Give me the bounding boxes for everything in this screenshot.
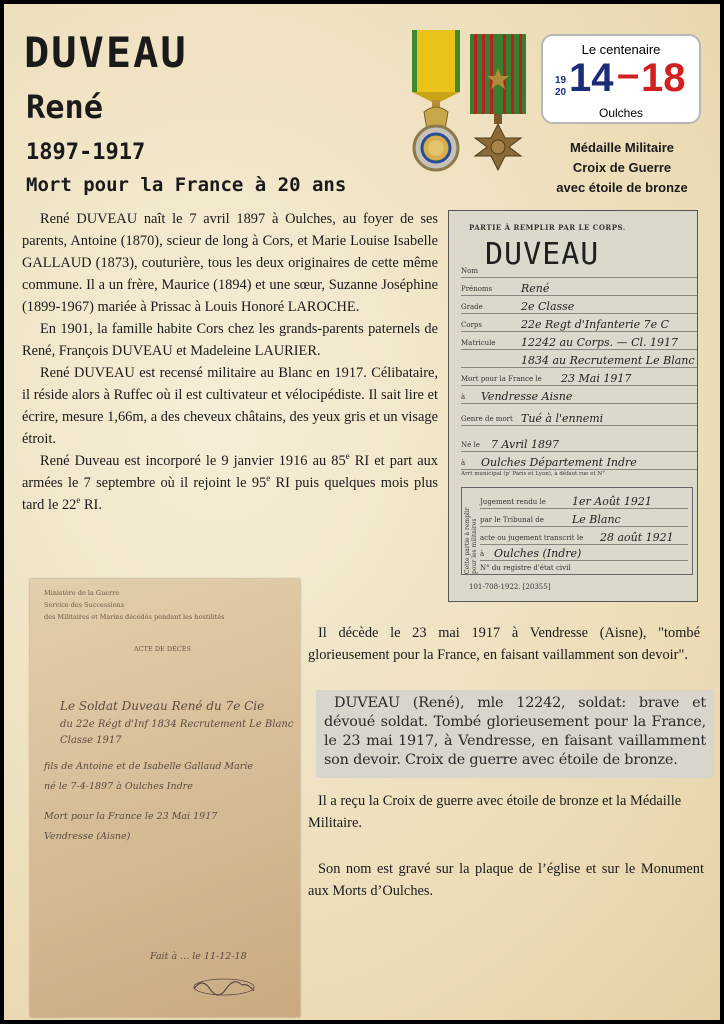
logo-top-text: Le centenaire [581,42,661,57]
card-row-label: Né le [461,441,480,449]
card-row [461,367,697,386]
bio-paragraph [22,450,438,516]
card-row [461,331,697,350]
first-name-title: René [26,88,104,126]
medal-caption [540,138,704,198]
centenaire-logo [541,34,701,124]
card-row-label: N° du registre d'état civil [480,564,571,572]
card-row-label: Prénoms [461,285,493,293]
bio-paragraph: René DUVEAU est recensé militaire au Blanc en 1917. Célibataire, il réside alors à Ruffec où il est cultivateur et vélocipédiste. Il sait lire et écrire, mesure 1,66m, a des cheveux châtains, des yeux gris et un visage étroit. [22,365,438,447]
act-handwritten-line: Mort pour la France le 23 Mai 1917 [44,811,218,822]
bio-paragraph: René DUVEAU naît le 7 avril 1897 à Oulches, au foyer de ses parents, Antoine (1870), scieur de long à Cors, et Marie Louise Isabelle GALLAUD (1873), couturière, tous les deux originaires de cette même commune. Il a un frère, Maurice (1894) et une sœur, Suzanne Joséphine (1899-1967) mariée à Prissac à Louis Honoré LAROCHE. [22,211,438,315]
logo-bottom-text: Oulches [598,106,644,120]
card-row-label: Corps [461,321,482,329]
card-row-value: René [521,282,550,295]
bio-paragraph: En 1901, la famille habite Cors chez les grands-parents paternels de René, François DUVEAU et Madeleine LAURIER. [22,321,438,359]
honours-paragraph: Il a reçu la Croix de guerre avec étoile de bronze et la Médaille Militaire. [308,793,682,831]
death-certificate [30,579,300,1017]
act-handwritten-line: fils de Antoine et de Isabelle Gallaud Marie [44,761,254,772]
act-printed-line: Ministère de la Guerre [44,589,120,597]
card-row-label: Nom [461,267,478,275]
medal-caption-line: avec étoile de bronze [556,180,688,195]
card-name: DUVEAU [485,237,600,272]
medaille-militaire-icon [406,30,466,178]
act-handwritten-line: Vendresse (Aisne) [44,831,131,842]
bio-text: RI et part aux armées le 7 septembre où il rejoint le 95 [22,453,438,491]
ordinal-suffix: e [76,495,81,506]
logo-century-19: 19 [555,75,567,86]
card-row-value: 7 Avril 1897 [491,438,559,451]
card-header: PARTIE À REMPLIR PAR LE CORPS. [469,223,626,232]
card-row-label: par le Tribunal de [480,516,544,524]
card-row [461,259,697,278]
card-row-value: Vendresse Aisne [481,390,573,403]
act-handwritten-line: Classe 1917 [60,735,122,746]
card-row [461,349,697,368]
card-side-note: Cette partie à remplir pour les militaires [464,507,478,574]
act-handwritten-line: du 22e Régt d'Inf 1834 Recrutement Le Blanc [60,719,294,730]
logo-year-start: 14 [569,56,614,100]
page [4,4,720,1020]
clipping-text: DUVEAU (René), mle 12242, soldat: brave et dévoué soldat. Tombé glorieusement pour la France, le 23 mai 1917, à Vendresse, en faisant vaillamment son devoir. Croix de guerre avec étoile de bronze. [324,695,706,768]
surname-title: DUVEAU [24,28,188,77]
card-row-value: 12242 au Corps. — Cl. 1917 [521,336,679,349]
card-arrondissement-note: Arrt municipal (p' Paris et Lyon), à défaut rue et N° [461,471,605,477]
card-row [461,407,697,426]
ordinal-suffix: e [266,473,271,484]
card-row-label: Jugement rendu le [480,498,546,506]
medal-caption-line: Croix de Guerre [572,160,672,175]
newspaper-clipping [316,690,714,778]
card-row [461,433,697,452]
card-row-label: Matricule [461,339,496,347]
card-row-label: Genre de mort [461,415,513,423]
card-row-value: 1er Août 1921 [572,495,652,508]
act-handwritten-line: né le 7-4-1897 à Oulches Indre [44,781,193,792]
card-row [461,277,697,296]
card-footer: 101-708-1922. [20355] [469,583,551,591]
card-row-label: à [480,550,485,558]
logo-year-end: 18 [641,56,686,100]
card-row [480,508,688,527]
card-row-label: à [461,393,466,401]
act-printed-line: Service des Successions [44,601,125,609]
card-row-label: à [461,459,466,467]
card-row-value: 2e Classe [521,300,575,313]
card-row-value: 28 août 1921 [600,531,674,544]
act-printed-line: ACTE DE DÉCÈS [134,645,191,653]
card-row-value: 23 Mai 1917 [561,372,632,385]
card-row-label: Mort pour la France le [461,375,542,383]
card-row-label: Grade [461,303,483,311]
logo-dash: – [617,52,640,96]
card-row-value: Oulches (Indre) [494,547,582,560]
card-row [480,490,688,509]
death-record-card [448,210,698,602]
card-row [461,385,697,404]
card-row-value: Oulches Département Indre [481,456,637,469]
biography [22,208,438,516]
card-row-value: Tué à l'ennemi [521,412,604,425]
card-row-label: acte ou jugement transcrit le [480,534,584,542]
life-years: 1897-1917 [26,140,146,165]
act-printed-line: des Militaires et Marins décédés pendant les hostilités [44,613,225,621]
card-row [480,556,688,574]
bio-text: RI. [80,497,102,513]
medal-caption-line: Médaille Militaire [569,140,675,155]
death-subtitle: Mort pour la France à 20 ans [26,174,347,196]
logo-century-20: 20 [555,87,567,98]
card-row [461,295,697,314]
card-row [461,451,697,470]
card-row [461,313,697,332]
card-row-value: 1834 au Recrutement Le Blanc [521,354,695,367]
bio-text: RI puis quelques mois plus tard le 22 [22,475,438,513]
act-handwritten-line: Fait à ... le 11-12-18 [150,951,247,962]
ordinal-suffix: e [345,451,350,462]
memorial-paragraph: Son nom est gravé sur la plaque de l’église et sur le Monument aux Morts d’Oulches. [308,861,704,899]
honours-text [308,790,708,834]
death-paragraph: Il décède le 23 mai 1917 à Vendresse (Aisne), "tombé glorieusement pour la France, en faisant vaillamment son devoir". [308,625,700,663]
card-row-value: Le Blanc [572,513,621,526]
signature-icon [190,975,260,997]
memorial-text [308,858,704,902]
card-row-value: 22e Regt d'Infanterie 7e C [521,318,670,331]
death-text [308,622,700,666]
croix-de-guerre-icon [466,32,530,182]
bio-text: René Duveau est incorporé le 9 janvier 1916 au 85 [40,453,346,469]
act-handwritten-line: Le Soldat Duveau René du 7e Cie [60,699,265,713]
card-judgement-box [461,487,693,575]
